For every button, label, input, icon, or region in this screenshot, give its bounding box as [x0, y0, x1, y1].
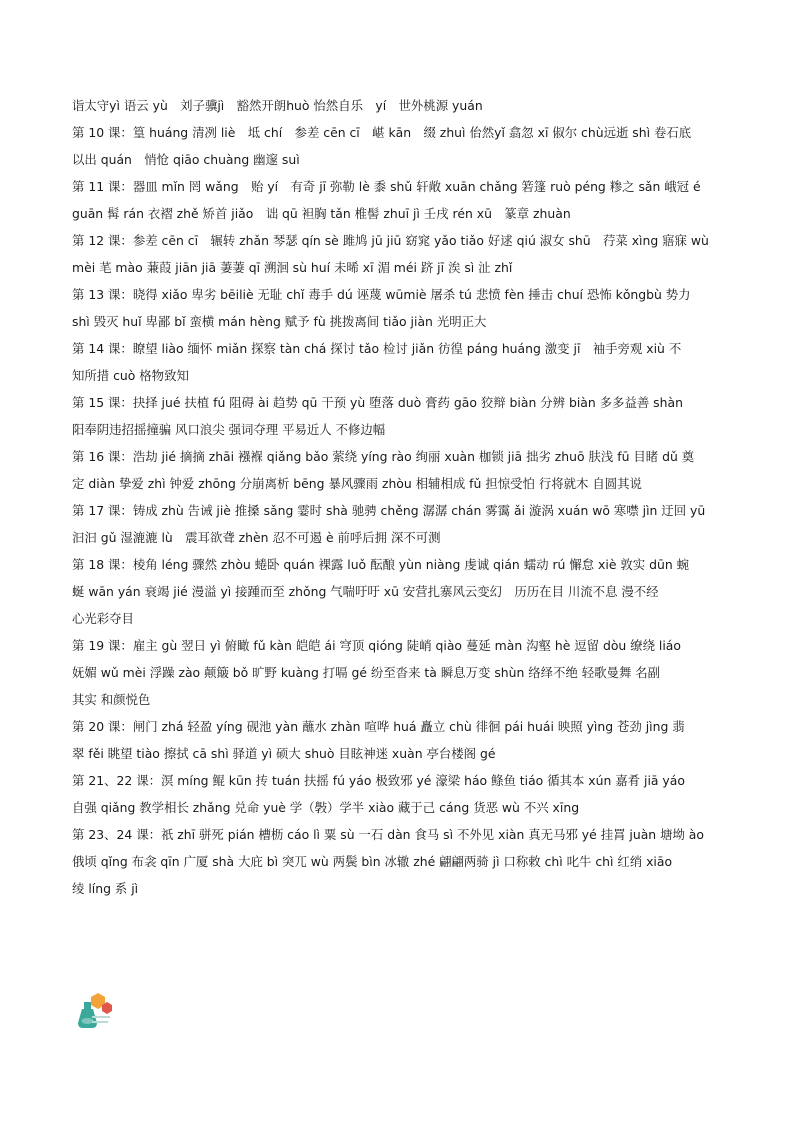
text-line: 第 12 课：参差 cēn cī 辗转 zhǎn 琴瑟 qín sè 雎鸠 jū jiū 窈窕 yǎo tiǎo 好逑 qiú 淑女 shū 荇菜 xìng 寤寐 wù [72, 233, 709, 248]
text-line: 以出 quán 悄怆 qiāo chuàng 幽邃 suì [72, 152, 300, 167]
text-line: 第 23、24 课：祇 zhī 骈死 pián 槽枥 cáo lì 粟 sù 一石 dàn 食马 sì 不外见 xiàn 真无马邪 yé 挂罥 juàn 塘坳 ào [72, 827, 704, 842]
text-line: 第 18 课：棱角 léng 骤然 zhòu 蜷卧 quán 裸露 luǒ 酝酿 yùn niàng 虔诚 qián 蠕动 rú 懈怠 xiè 敦实 dūn 蜿 [72, 557, 690, 572]
text-line: 其实 和颜悦色 [72, 692, 151, 707]
text-line: 诣太守yì 语云 yù 刘子骥jì 豁然开朗huò 怡然自乐 yí 世外桃源 yuán [72, 98, 483, 113]
text-line: 第 13 课：晓得 xiǎo 卑劣 bēiliè 无耻 chǐ 毒手 dú 诬蔑 wūmiè 屠杀 tú 悲愤 fèn 捶击 chuí 恐怖 kǒngbù 势力 [72, 287, 691, 302]
text-line: 俄顷 qǐng 布衾 qīn 广厦 shà 大庇 bì 突兀 wù 两鬓 bìn 冰辙 zhé 翩翩两骑 jì 口称敕 chì 叱牛 chì 红绡 xiāo [72, 854, 673, 869]
text-line: mèi 芼 mào 蒹葭 jiān jiā 萋萋 qī 溯洄 sù huí 未晞 xī 湄 méi 跻 jī 涘 sì 沚 zhǐ [72, 260, 513, 275]
vocabulary-page [72, 92, 726, 902]
text-line: 翠 fěi 眺望 tiào 擦拭 cā shì 驿道 yì 硕大 shuò 目眩神迷 xuàn 亭台楼阁 gé [72, 746, 496, 761]
text-line: 第 21、22 课：溟 míng 鲲 kūn 抟 tuán 扶摇 fú yáo 极致邪 yé 濠梁 háo 鲦鱼 tiáo 循其本 xún 嘉肴 jiā yáo [72, 773, 685, 788]
text-line: 第 17 课：铸成 zhù 告诫 jiè 推搡 sǎng 霎时 shà 驰骋 chěng 潺潺 chán 雾霭 ǎi 漩涡 xuán wō 寒噤 jìn 迂回 yū [72, 503, 706, 518]
text-line: 第 16 课：浩劫 jié 摘摘 zhāi 襁褓 qiǎng bǎo 萦绕 yíng rào 绚丽 xuàn 枷锁 jiā 拙劣 zhuō 肤浅 fū 目睹 dǔ 奠 [72, 449, 695, 464]
text-line: 第 19 课：雇主 gù 翌日 yì 俯瞰 fǔ kàn 皑皑 ái 穹顶 qióng 陡峭 qiào 蔓延 màn 沟壑 hè 逗留 dòu 缭绕 liáo [72, 638, 681, 653]
text-line: 蜒 wān yán 衰竭 jié 漫溢 yì 接踵而至 zhǒng 气喘吁吁 xū 安营扎寨风云变幻 历历在目 川流不息 漫不经 [72, 584, 659, 599]
text-line: shì 毁灭 huǐ 卑鄙 bǐ 蛮横 mán hèng 赋予 fù 挑拨离间 tiǎo jiàn 光明正大 [72, 314, 487, 329]
flask-molecule-logo-icon [74, 990, 114, 1030]
text-line: 汩汩 gǔ 湿漉漉 lù 震耳欲聋 zhèn 忍不可遏 è 前呼后拥 深不可测 [72, 530, 441, 545]
text-line: 妩媚 wǔ mèi 浮躁 zào 颠簸 bǒ 旷野 kuàng 打嗝 gé 纷至沓来 tà 瞬息万变 shùn 络绎不绝 轻歌曼舞 名副 [72, 665, 661, 680]
text-line: 第 20 课：闸门 zhá 轻盈 yíng 砚池 yàn 蘸水 zhàn 喧哗 huá 矗立 chù 徘徊 pái huái 映照 yìng 苍劲 jìng 翡 [72, 719, 685, 734]
text-line: 绫 líng 系 jì [72, 881, 139, 896]
text-line: 定 diàn 挚爱 zhì 钟爱 zhōng 分崩离析 bēng 暴风骤雨 zhòu 相辅相成 fǔ 担惊受怕 行将就木 自圆其说 [72, 476, 642, 491]
text-line: guān 髯 rán 衣褶 zhě 矫首 jiǎo 诎 qū 袒胸 tǎn 椎髻 zhuī jì 壬戌 rén xū 篆章 zhuàn [72, 206, 571, 221]
text-line: 心光彩夺目 [72, 611, 134, 626]
text-line: 阳奉阴违招摇撞骗 风口浪尖 强词夺理 平易近人 不修边幅 [72, 422, 386, 437]
text-line: 第 15 课：抉择 jué 扶植 fú 阻碍 ài 趋势 qū 干预 yù 堕落 duò 膏药 gāo 狡辩 biàn 分辨 biàn 多多益善 shàn [72, 395, 683, 410]
text-line: 第 14 课：瞭望 liào 缅怀 miǎn 探察 tàn chá 探讨 tǎo 检讨 jiǎn 彷徨 páng huáng 激变 jī 袖手旁观 xiù 不 [72, 341, 682, 356]
text-line: 自强 qiǎng 教学相长 zhǎng 兑命 yuè 学（斅）学半 xiào 藏于己 cáng 货恶 wù 不兴 xīng [72, 800, 580, 815]
text-line: 第 10 课：篁 huáng 清冽 liè 坻 chí 参差 cēn cī 嵁 kān 缀 zhuì 佁然yǐ 翕忽 xī 俶尔 chù远逝 shì 卷石底 [72, 125, 692, 140]
text-line: 第 11 课：器皿 mǐn 罔 wǎng 贻 yí 有奇 jī 弥勒 lè 黍 shǔ 轩敞 xuān chǎng 箬篷 ruò péng 糁之 sǎn 峨冠 é [72, 179, 701, 194]
text-line: 知所措 cuò 格物致知 [72, 368, 189, 383]
